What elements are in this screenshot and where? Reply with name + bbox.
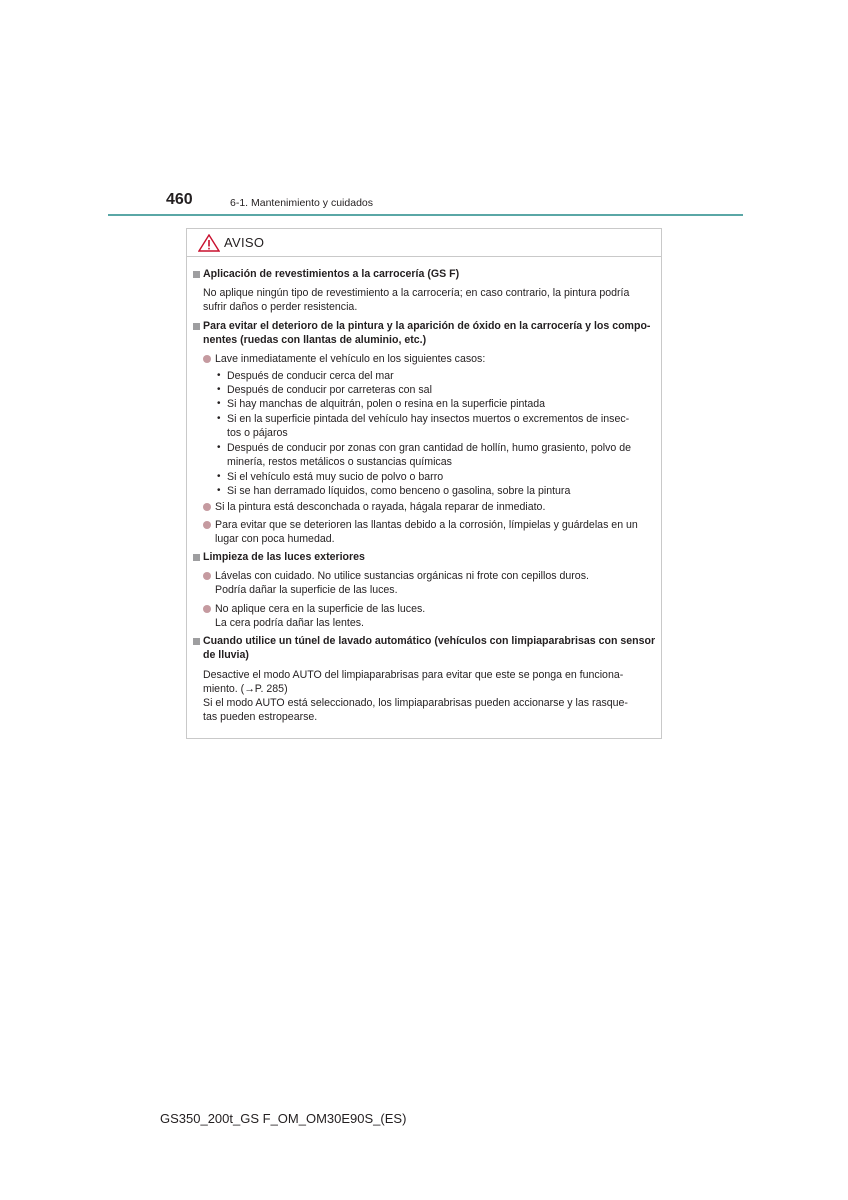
list-item: Después de conducir cerca del mar: [227, 370, 394, 382]
round-bullet-icon: [203, 521, 211, 529]
square-bullet-icon: [193, 323, 200, 330]
warning-header: [187, 229, 661, 257]
dot-bullet-icon: •: [217, 398, 221, 409]
list-item: Después de conducir por carreteras con sal: [227, 384, 432, 396]
dot-bullet-icon: •: [217, 471, 221, 482]
list-item: La cera podría dañar las lentes.: [215, 617, 364, 629]
list-item: Si la pintura está desconchada o rayada, hágala reparar de inmediato.: [215, 501, 546, 513]
paragraph-line: sufrir daños o perder resistencia.: [203, 301, 358, 313]
dot-bullet-icon: •: [217, 442, 221, 453]
dot-bullet-icon: •: [217, 384, 221, 395]
section-heading: Aplicación de revestimientos a la carrocería (GS F): [203, 268, 460, 280]
list-item: Si se han derramado líquidos, como benceno o gasolina, sobre la pintura: [227, 485, 571, 497]
warning-title: AVISO: [224, 235, 265, 250]
paragraph-line: Desactive el modo AUTO del limpiaparabrisas para evitar que este se ponga en funciona-: [203, 669, 624, 681]
dot-bullet-icon: •: [217, 370, 221, 381]
list-item: Lávelas con cuidado. No utilice sustancias orgánicas ni frote con cepillos duros.: [215, 570, 589, 582]
round-bullet-icon: [203, 503, 211, 511]
list-item: lugar con poca humedad.: [215, 533, 335, 545]
section-heading: Cuando utilice un túnel de lavado automático (vehículos con limpiaparabrisas con sensor: [203, 635, 656, 647]
paragraph-line: Si el modo AUTO está seleccionado, los limpiaparabrisas pueden accionarse y las rasque-: [203, 697, 628, 709]
section-title: 6-1. Mantenimiento y cuidados: [230, 197, 373, 209]
paragraph-line: miento. (→P. 285): [203, 683, 288, 695]
list-item: Para evitar que se deterioren las llantas debido a la corrosión, límpielas y guárdelas en un: [215, 519, 638, 531]
section-heading: Para evitar el deterioro de la pintura y la aparición de óxido en la carrocería y los compo-: [203, 320, 651, 332]
list-item: minería, restos metálicos o sustancias químicas: [227, 456, 452, 468]
document-code: GS350_200t_GS F_OM_OM30E90S_(ES): [160, 1111, 407, 1126]
warning-triangle-icon: [198, 234, 220, 252]
list-item: Si el vehículo está muy sucio de polvo o barro: [227, 471, 444, 483]
list-item: Después de conducir por zonas con gran cantidad de hollín, humo grasiento, polvo de: [227, 442, 632, 454]
list-item: Lave inmediatamente el vehículo en los siguientes casos:: [215, 353, 486, 365]
dot-bullet-icon: •: [217, 485, 221, 496]
warning-box: [186, 228, 662, 739]
section-heading: de lluvia): [203, 649, 249, 661]
square-bullet-icon: [193, 638, 200, 645]
square-bullet-icon: [193, 271, 200, 278]
list-item: No aplique cera en la superficie de las luces.: [215, 603, 426, 615]
paragraph-line: tas pueden estropearse.: [203, 711, 318, 723]
list-item: Si en la superficie pintada del vehículo hay insectos muertos o excrementos de insec-: [227, 413, 630, 425]
round-bullet-icon: [203, 605, 211, 613]
round-bullet-icon: [203, 572, 211, 580]
paragraph-line: No aplique ningún tipo de revestimiento a la carrocería; en caso contrario, la pintura podría: [203, 287, 630, 299]
list-item: Si hay manchas de alquitrán, polen o resina en la superficie pintada: [227, 398, 546, 410]
list-item: tos o pájaros: [227, 427, 288, 439]
dot-bullet-icon: •: [217, 413, 221, 424]
section-heading: nentes (ruedas con llantas de aluminio, etc.): [203, 334, 427, 346]
page-number: 460: [166, 191, 193, 208]
round-bullet-icon: [203, 355, 211, 363]
header-rule: [108, 214, 743, 216]
square-bullet-icon: [193, 554, 200, 561]
section-heading: Limpieza de las luces exteriores: [203, 551, 365, 563]
list-item: Podría dañar la superficie de las luces.: [215, 584, 398, 596]
